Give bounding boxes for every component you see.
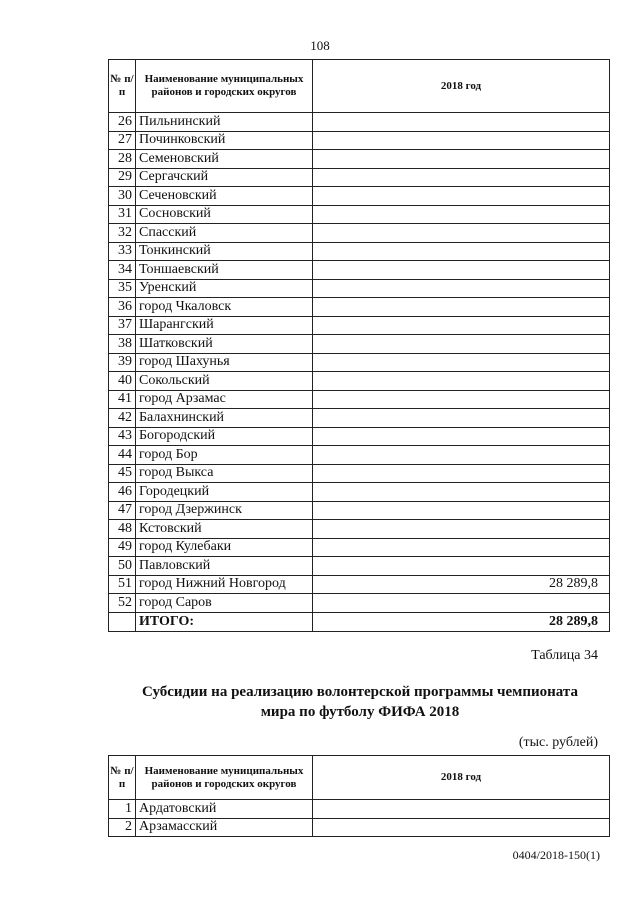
row-number: 46: [109, 483, 136, 502]
district-name: город Чкаловск: [136, 298, 313, 317]
document-code: 0404/2018-150(1): [512, 848, 600, 862]
table-row: [109, 279, 610, 298]
district-name: Богородский: [136, 427, 313, 446]
row-number: 34: [109, 261, 136, 280]
row-number: 38: [109, 335, 136, 354]
row-value: [313, 446, 610, 465]
row-number: 43: [109, 427, 136, 446]
district-name: Сокольский: [136, 372, 313, 391]
row-number: 47: [109, 501, 136, 520]
table-row: [109, 168, 610, 187]
row-value: [313, 501, 610, 520]
district-name: город Дзержинск: [136, 501, 313, 520]
table-row: [109, 409, 610, 428]
table-header-row: [109, 756, 610, 800]
row-value: [313, 131, 610, 150]
units-note: (тыс. рублей): [518, 735, 598, 750]
district-name: город Саров: [136, 594, 313, 613]
row-number: 32: [109, 224, 136, 243]
table-row: [109, 298, 610, 317]
row-value: [313, 520, 610, 539]
table-row: [109, 800, 610, 819]
row-number: 42: [109, 409, 136, 428]
row-number: 37: [109, 316, 136, 335]
table-row: [109, 113, 610, 132]
district-name: Городецкий: [136, 483, 313, 502]
table-row: [109, 187, 610, 206]
district-name: Пильнинский: [136, 113, 313, 132]
row-value: [313, 279, 610, 298]
district-name: Уренский: [136, 279, 313, 298]
table-row: [109, 372, 610, 391]
table-header-row: [109, 60, 610, 113]
row-number: 29: [109, 168, 136, 187]
district-name: Тоншаевский: [136, 261, 313, 280]
row-value: [313, 818, 610, 837]
row-value: [313, 372, 610, 391]
district-name: Сосновский: [136, 205, 313, 224]
row-number: 41: [109, 390, 136, 409]
table-row: [109, 353, 610, 372]
section-title-line1: Субсидии на реализацию волонтерской программы чемпионата: [142, 684, 578, 700]
district-name: Балахнинский: [136, 409, 313, 428]
district-name: Спасский: [136, 224, 313, 243]
district-name: город Бор: [136, 446, 313, 465]
row-value: [313, 224, 610, 243]
table-row: [109, 520, 610, 539]
row-value: [313, 335, 610, 354]
district-name: город Нижний Новгород: [136, 575, 313, 594]
row-value: [313, 113, 610, 132]
table-label: Таблица 34: [531, 648, 598, 663]
table-row: [109, 131, 610, 150]
row-number: 49: [109, 538, 136, 557]
table-row: [109, 501, 610, 520]
row-number: 27: [109, 131, 136, 150]
table-row: [109, 464, 610, 483]
row-number: 31: [109, 205, 136, 224]
row-number: 48: [109, 520, 136, 539]
table-row: [109, 594, 610, 613]
row-value: [313, 538, 610, 557]
row-value: [313, 464, 610, 483]
row-number: 39: [109, 353, 136, 372]
row-value: [313, 316, 610, 335]
table-row: [109, 261, 610, 280]
district-name: город Выкса: [136, 464, 313, 483]
row-number: 50: [109, 557, 136, 576]
district-name: город Арзамас: [136, 390, 313, 409]
row-number: 45: [109, 464, 136, 483]
row-value: [313, 205, 610, 224]
district-name: Кстовский: [136, 520, 313, 539]
table-row: [109, 150, 610, 169]
row-number: 40: [109, 372, 136, 391]
row-value: [313, 353, 610, 372]
district-name: Ардатовский: [136, 800, 313, 819]
district-name: Семеновский: [136, 150, 313, 169]
row-value: [313, 800, 610, 819]
district-name: Арзамасский: [136, 818, 313, 837]
row-value: [313, 483, 610, 502]
subsidy-table-33: [108, 59, 610, 632]
header-name: Наименование муниципальных районов и городских округов: [136, 756, 313, 800]
table-row: [109, 390, 610, 409]
row-value: [313, 242, 610, 261]
district-name: Сергачский: [136, 168, 313, 187]
row-number: 51: [109, 575, 136, 594]
row-number: 52: [109, 594, 136, 613]
table-row: [109, 205, 610, 224]
header-num: № п/п: [109, 60, 136, 113]
row-value: [313, 409, 610, 428]
subsidy-table-34: [108, 755, 610, 837]
table-row: [109, 575, 610, 594]
page-number: 108: [310, 38, 330, 53]
section-title-line2: мира по футболу ФИФА 2018: [260, 704, 460, 720]
table-row: [109, 242, 610, 261]
table-row: [109, 446, 610, 465]
header-year: 2018 год: [313, 756, 610, 800]
district-name: Шатковский: [136, 335, 313, 354]
row-number: 33: [109, 242, 136, 261]
row-value: [313, 168, 610, 187]
total-value: 28 289,8: [313, 612, 610, 631]
row-value: [313, 298, 610, 317]
section-title: [0, 682, 640, 722]
row-number: 36: [109, 298, 136, 317]
row-value: [313, 594, 610, 613]
table-row: [109, 818, 610, 837]
district-name: Тонкинский: [136, 242, 313, 261]
district-name: Починковский: [136, 131, 313, 150]
total-row: [109, 612, 610, 631]
row-number: 28: [109, 150, 136, 169]
table-row: [109, 557, 610, 576]
total-label: ИТОГО:: [136, 612, 313, 631]
row-value: 28 289,8: [313, 575, 610, 594]
row-value: [313, 557, 610, 576]
row-number: 35: [109, 279, 136, 298]
row-value: [313, 427, 610, 446]
district-name: город Кулебаки: [136, 538, 313, 557]
district-name: Павловский: [136, 557, 313, 576]
row-value: [313, 187, 610, 206]
row-number: 1: [109, 800, 136, 819]
total-num-cell: [109, 612, 136, 631]
row-number: 30: [109, 187, 136, 206]
header-name: Наименование муниципальных районов и городских округов: [136, 60, 313, 113]
row-value: [313, 150, 610, 169]
row-number: 2: [109, 818, 136, 837]
header-year: 2018 год: [313, 60, 610, 113]
row-number: 26: [109, 113, 136, 132]
table-row: [109, 483, 610, 502]
table-row: [109, 316, 610, 335]
row-value: [313, 390, 610, 409]
district-name: Шарангский: [136, 316, 313, 335]
row-value: [313, 261, 610, 280]
district-name: город Шахунья: [136, 353, 313, 372]
table-row: [109, 538, 610, 557]
table-row: [109, 335, 610, 354]
district-name: Сеченовский: [136, 187, 313, 206]
table-row: [109, 427, 610, 446]
header-num: № п/п: [109, 756, 136, 800]
table-row: [109, 224, 610, 243]
row-number: 44: [109, 446, 136, 465]
